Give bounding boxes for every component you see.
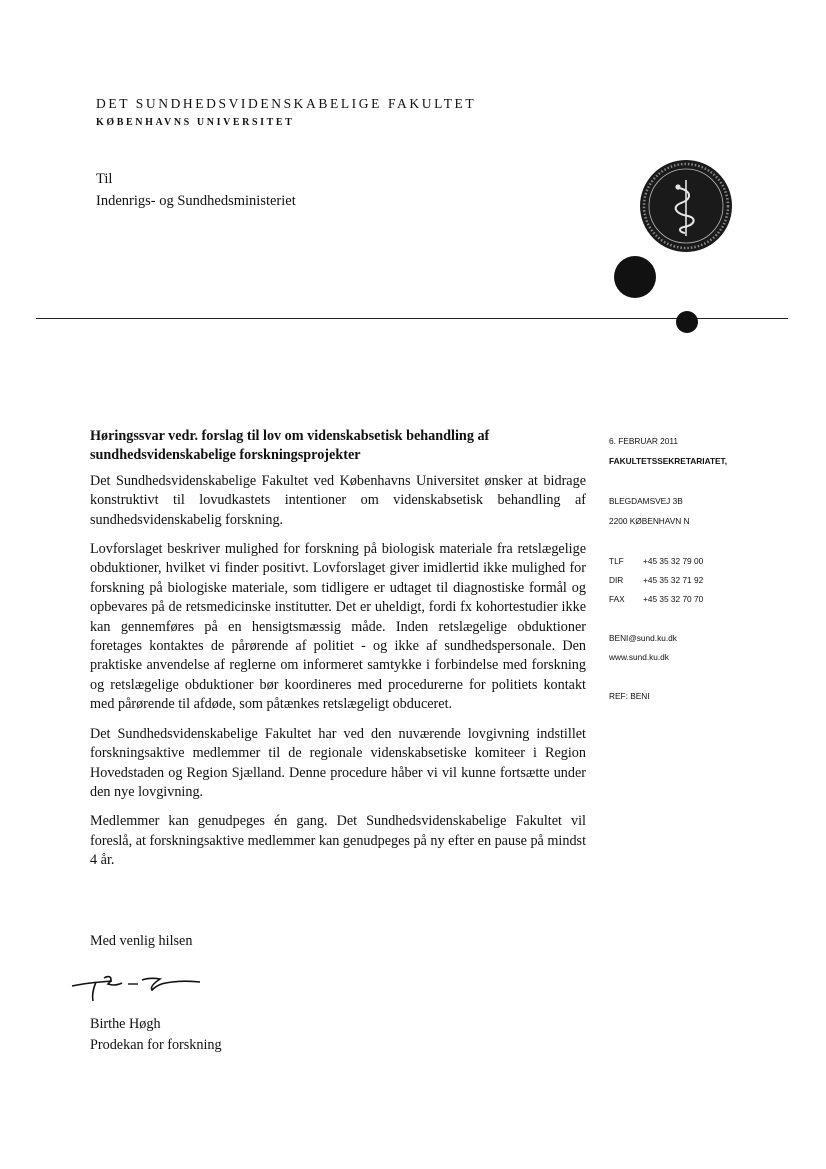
paragraph: Lovforslaget beskriver mulighed for forskning på biologisk materiale fra retslægelige obduktioner, hvilket vi finder positivt. Lovforslaget giver imidlertid ikke mulighed for forskning på biologiske materiale, som tidligere er udtaget til diagnostiske formål og opbevares på de retsmedicinske institutter. Det er uheldigt, fordi fx kohortestudier ikke kan gennemføres på en hensigtsmæssig måde. Inden retslægelige obduktioner foretages kontaktes de pårørende af politiet - og ikke af sundhedspersonale. Den praktiske anvendelse af reglerne om informeret samtykke i forbindelse med forskning og retslægelige obduktioner bør koordineres med procedurerne for politiets kontakt med pårørende til afdøde, som påtænkes retslægeligt obduceret. [90, 541, 586, 713]
paragraph: Det Sundhedsvidenskabelige Fakultet ved Københavns Universitet ønsker at bidrage konstruktivt til lovudkastets intentioner om videnskabsetisk behandling af sundhedsvidenskabelig forskning. [90, 472, 586, 528]
reference-code: REF: BENI [609, 691, 650, 701]
signer-block [90, 1014, 222, 1056]
fax-number: +45 35 32 70 70 [643, 594, 704, 604]
phone-label: TLF [609, 556, 624, 566]
faculty-name: DET SUNDHEDSVIDENSKABELIGE FAKULTET [96, 96, 477, 111]
signer-title: Prodekan for forskning [90, 1037, 222, 1053]
phone-number: +45 35 32 79 00 [643, 556, 704, 566]
direct-phone-number: +45 35 32 71 92 [643, 575, 704, 585]
fax-label: FAX [609, 594, 625, 604]
university-name: KØBENHAVNS UNIVERSITET [96, 117, 295, 128]
university-seal-logo [640, 160, 732, 252]
direct-phone-row [609, 575, 703, 585]
direct-phone-label: DIR [609, 575, 624, 585]
divider-dot [676, 311, 698, 333]
paragraph: Medlemmer kan genudpeges én gang. Det Sundhedsvidenskabelige Fakultet vil foreslå, at forskningsaktive medlemmer kan genudpeges på ny efter en pause på mindst 4 år. [90, 813, 587, 869]
letter-subject: Høringssvar vedr. forslag til lov om videnskabsetisk behandling af sundhedsvidenskabelige forskningsprojekter [90, 428, 490, 464]
address-street: BLEGDAMSVEJ 3B [609, 496, 683, 506]
department-name: FAKULTETSSEKRETARIATET, [609, 456, 727, 466]
divider-line [36, 318, 788, 319]
website-url: www.sund.ku.dk [609, 652, 669, 662]
address-city: 2200 KØBENHAVN N [609, 516, 690, 526]
letter-date: 6. FEBRUAR 2011 [609, 436, 679, 446]
paragraph: Det Sundhedsvidenskabelige Fakultet har ved den nuværende lovgivning indstillet forskningsaktive medlemmer til de regionale videnskabsetiske komiteer i Region Hovedstaden og Region Sjælland. Denne procedure håber vi vil kunne fortsætte under den nye lovgivning. [90, 725, 586, 800]
contact-email: BENI@sund.ku.dk [609, 633, 677, 643]
fax-row [609, 594, 703, 604]
recipient-block [96, 168, 296, 212]
signer-name: Birthe Høgh [90, 1016, 161, 1032]
letter-body [90, 427, 586, 881]
phone-row [609, 556, 703, 566]
handwritten-signature [68, 968, 203, 1004]
recipient-ministry: Indenrigs- og Sundhedsministeriet [96, 193, 296, 209]
recipient-to: Til [96, 171, 113, 187]
closing-salutation: Med venlig hilsen [90, 933, 193, 949]
decorative-dot [614, 256, 656, 298]
